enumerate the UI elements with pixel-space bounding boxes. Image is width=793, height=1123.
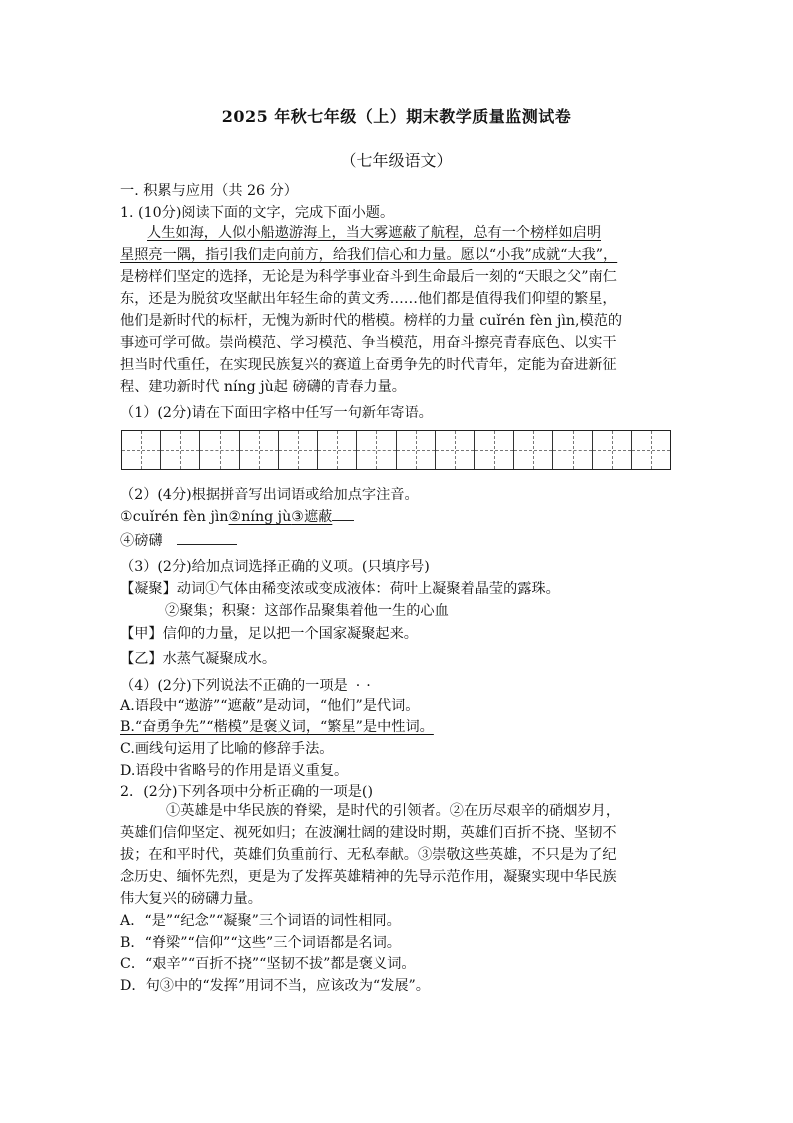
grid-cell[interactable] [122,431,161,469]
passage-line-7: 担当时代重任，在实现民族复兴的赛道上奋勇争先的时代青年，定能为奋进新征 [120,357,617,373]
exam-subtitle: （七年级语文） [340,151,453,170]
item-d: ④磅礴 [120,533,163,549]
grid-cell[interactable] [200,431,239,469]
option-c: C.画线句运用了比喻的修辞手法。 [120,741,334,757]
definition-1: 【凝聚】动词①气体由稀变浓或变成液体：荷叶上凝聚着晶莹的露珠。 [120,581,560,597]
definition-2: ②聚集；积聚：这部作品聚集着他一生的心血 [165,603,449,619]
question-1-4 [120,675,377,695]
item-c: ③遮蔽 [291,509,333,525]
grid-cell[interactable] [632,431,670,469]
question-1-stem: 1. (10分)阅读下面的文字，完成下面小题。 [120,205,395,221]
q2-passage-line-5: 伟大复兴的磅礴力量。 [120,891,262,907]
item-a: ①cuǐrén fèn jìn [120,509,229,525]
answer-blank[interactable] [177,530,237,545]
grid-cell[interactable] [240,431,279,469]
grid-cell[interactable] [475,431,514,469]
sentence-jia: 【甲】信仰的力量，足以把一个国家凝聚起来。 [120,626,418,642]
passage-line-5: 他们是新时代的标杆，无愧为新时代的楷模。榜样的力量 cuǐrén fèn jìn,模范的 [120,313,623,329]
passage-line-3: 是榜样们坚定的选择，无论是为科学事业奋斗到生命最后一刻的“天眼之父”南仁 [120,269,617,285]
question-1-3: （3）(2分)给加点词选择正确的义项。(只填序号) [120,559,430,575]
q2-option-a: A．“是”“纪念”“凝聚”三个词语的词性相同。 [120,913,401,929]
option-a: A.语段中“遨游”“遮蔽”是动词，“他们”是代词。 [120,698,420,714]
grid-cell[interactable] [357,431,396,469]
passage-line-4: 东，还是为脱贫攻坚献出年轻生命的黄文秀……他们都是值得我们仰望的繁星， [120,291,617,307]
grid-cell[interactable] [553,431,592,469]
passage-line-6: 事迹可学可做。崇尚模范、学习模范、争当模范，用奋斗擦亮青春底色、以实干 [120,335,617,351]
grid-cell[interactable] [436,431,475,469]
item-b: ②níng jù [228,509,292,525]
emphasis-dots: ·· [355,678,377,694]
option-d: D.语段中省略号的作用是语义重复。 [120,763,349,779]
q2-option-b: B．“脊梁”“信仰”“这些”三个词语都是名词。 [120,935,401,951]
underlined-sentence: 人生如海，人似小船遨游海上，当大雾遮蔽了航程，总有一个榜样如启明 [147,225,602,241]
grid-cell[interactable] [161,431,200,469]
grid-cell[interactable] [514,431,553,469]
option-b-text: B.“奋勇争先”“楷模”是褒义词，“繁星”是中性词。 [120,719,434,735]
section-heading: 一. 积累与应用（共 26 分） [120,183,298,199]
grid-cell[interactable] [318,431,357,469]
passage-line-8: 程、建功新时代 níng jù起 磅礴的青春力量。 [120,379,406,395]
underlined-sentence-cont: 星照亮一隅，指引我们走向前方，给我们信心和力量。愿以“小我”成就“大我”， [120,247,618,263]
option-b [120,716,434,736]
q2-passage-line-4: 念历史、缅怀先烈，更是为了发挥英雄精神的先导示范作用，凝聚实现中华民族 [120,869,617,885]
q2-option-c: C．“艰辛”“百折不挠”“坚韧不拔”都是褒义词。 [120,956,416,972]
grid-cell[interactable] [593,431,632,469]
question-1-2-items [120,506,354,526]
q2-passage-line-1: ①英雄是中华民族的脊梁，是时代的引领者。②在历尽艰辛的硝烟岁月， [166,803,621,819]
question-1-4-text: （4）(2分)下列说法不正确的一项是 [120,678,348,694]
writing-grid[interactable] [121,430,671,470]
exam-title: 2025 年秋七年级（上）期末教学质量监测试卷 [221,107,572,126]
question-1-2-item-d [120,530,237,550]
q2-passage-line-2: 英雄们信仰坚定、视死如归；在波澜壮阔的建设时期，英雄们百折不挠、坚韧不 [120,825,617,841]
question-1-1: （1）(2分)请在下面田字格中任写一句新年寄语。 [120,405,433,421]
answer-blank[interactable] [332,506,354,521]
grid-cell[interactable] [279,431,318,469]
passage-line-1 [147,222,601,244]
question-2-stem: 2．(2分)下列各项中分析正确的一项是() [120,784,374,800]
q2-passage-line-3: 拔；在和平时代，英雄们负重前行、无私奉献。③崇敬这些英雄，不只是为了纪 [120,847,617,863]
sentence-yi: 【乙】水蒸气凝聚成水。 [120,651,277,667]
grid-cell[interactable] [397,431,436,469]
passage-line-2 [120,244,617,266]
q2-option-d: D．句③中的“发挥”用词不当，应该改为“发展”。 [120,978,430,994]
question-1-2: （2）(4分)根据拼音写出词语或给加点字注音。 [120,487,419,503]
